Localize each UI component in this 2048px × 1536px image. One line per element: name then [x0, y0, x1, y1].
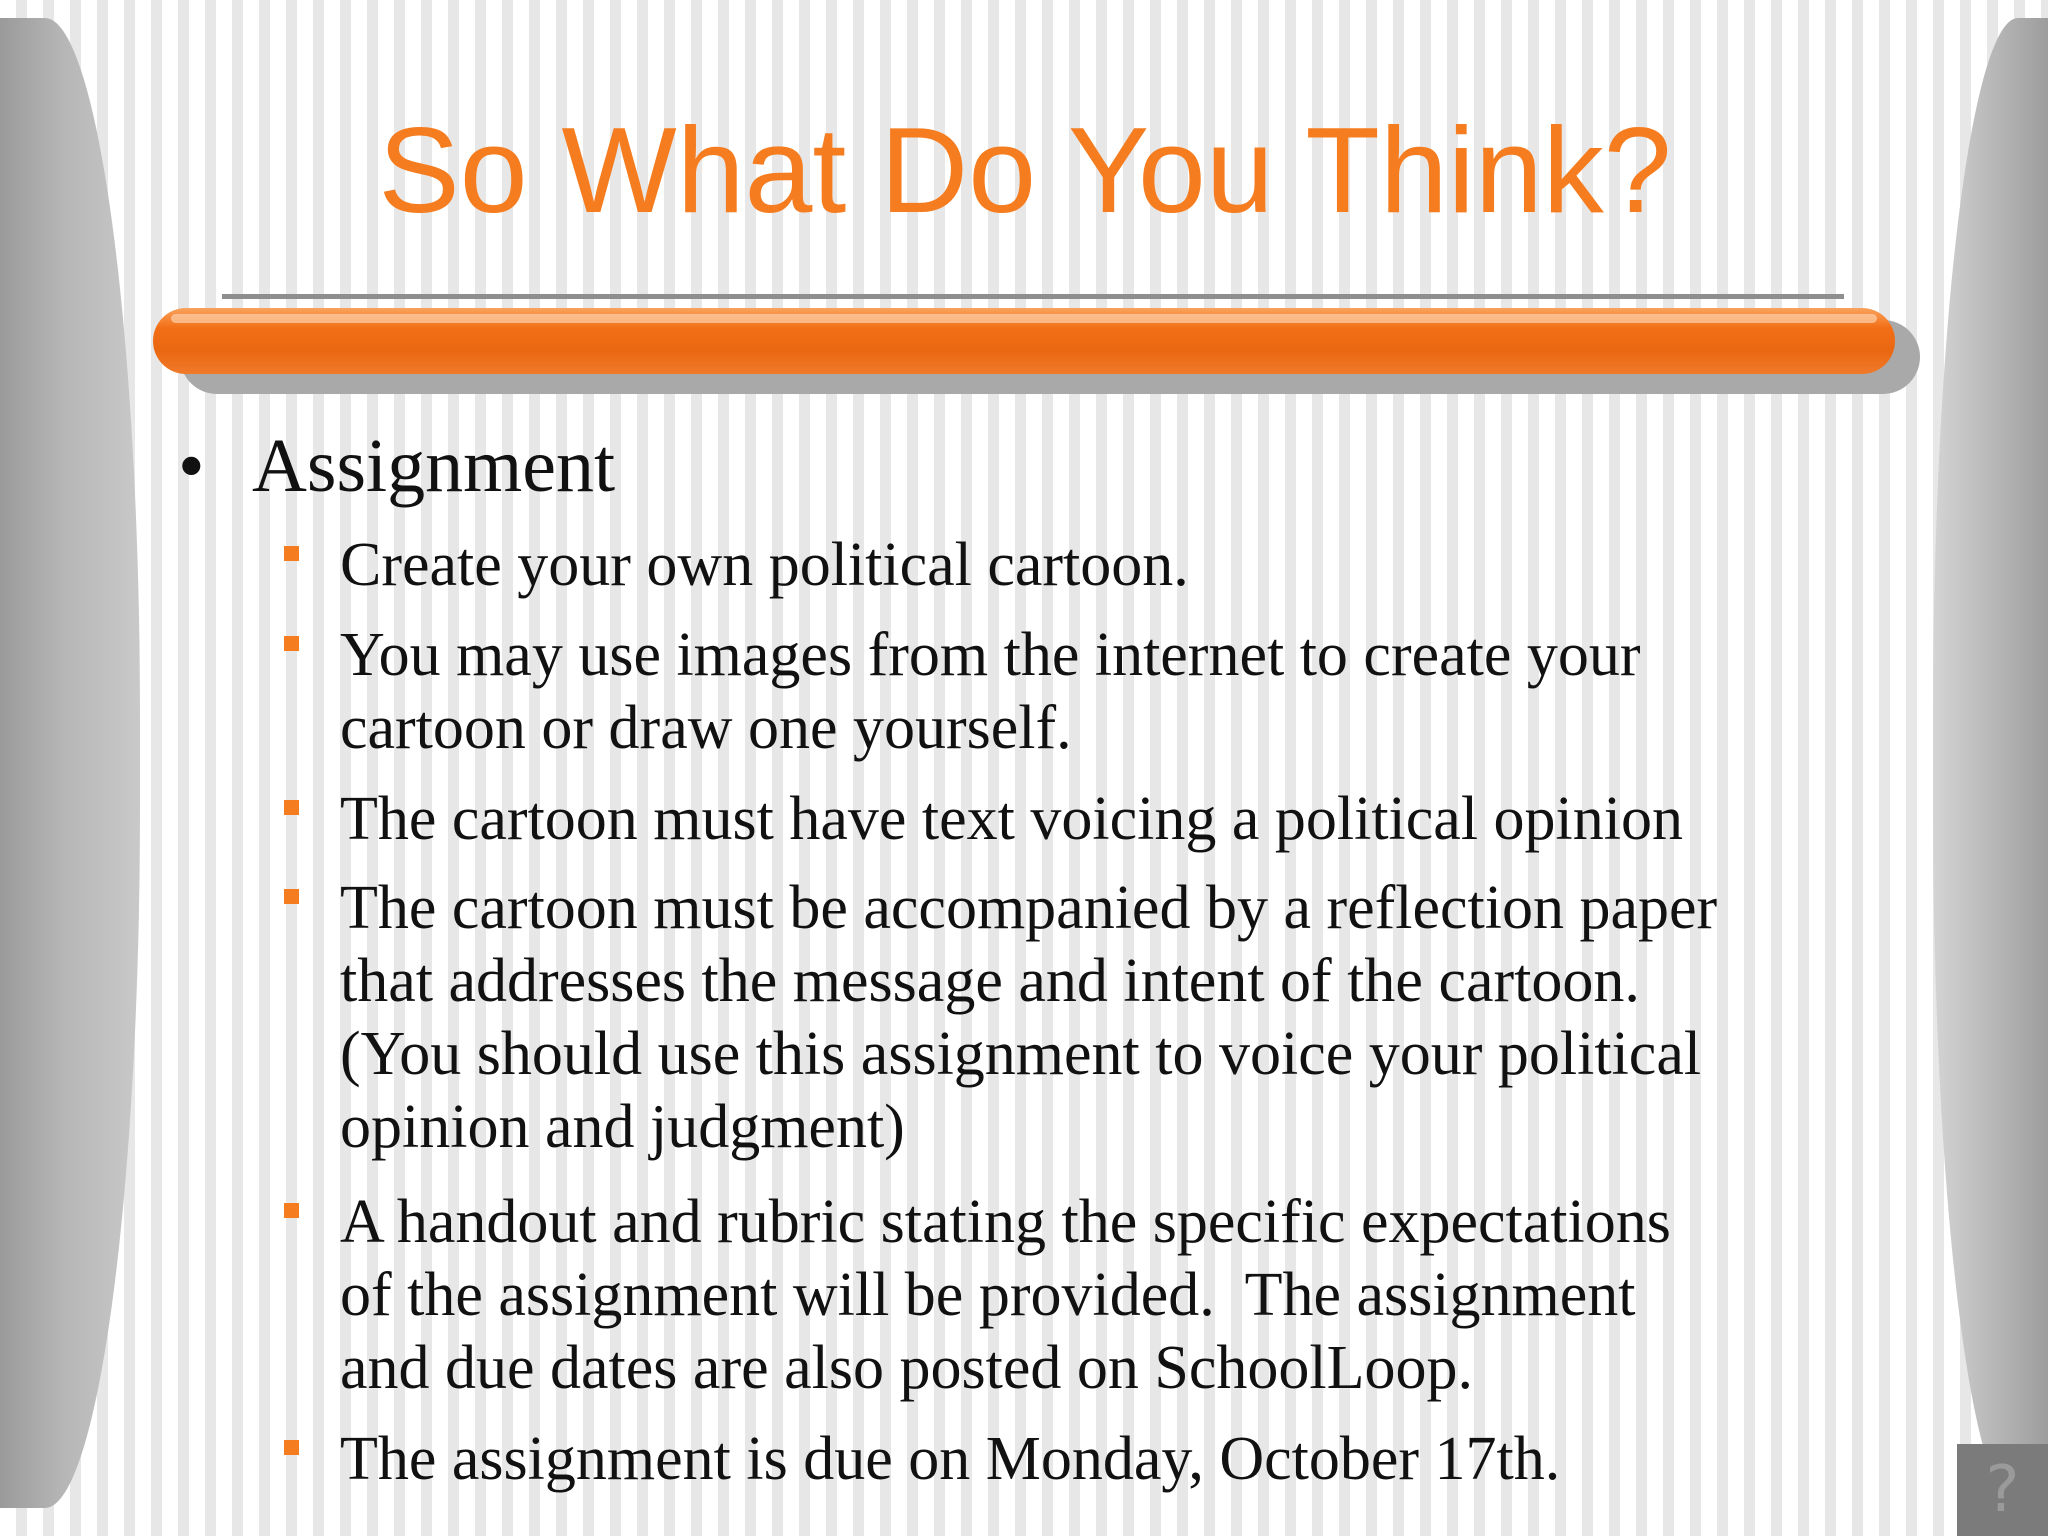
bullet-label: Assignment [252, 424, 616, 508]
sub-bullet-line: The assignment is due on Monday, October 17th. [340, 1425, 1561, 1493]
title-bar [153, 308, 1895, 374]
right-pillar-decoration [1933, 18, 2048, 1508]
sub-bullet-line: and due dates are also posted on SchoolLoop. [340, 1334, 1473, 1402]
bullet-square-icon [284, 800, 299, 815]
sub-bullet-line: that addresses the message and intent of the cartoon. [340, 947, 1640, 1015]
bullet-square-icon [284, 889, 299, 904]
sub-bullet-line: opinion and judgment) [340, 1093, 905, 1161]
sub-bullet-line: The cartoon must have text voicing a political opinion [340, 785, 1683, 853]
bullet-square-icon [284, 1203, 299, 1218]
bullet-square-icon [284, 546, 299, 561]
sub-bullet-line: (You should use this assignment to voice your political [340, 1020, 1702, 1088]
help-button[interactable] [1957, 1444, 2048, 1536]
bullet-square-icon [284, 1440, 299, 1455]
question-mark-icon: ? [1985, 1453, 2020, 1527]
title-rule [222, 294, 1844, 299]
bullet-dot: • [178, 424, 205, 508]
slide-title: So What Do You Think? [378, 102, 1672, 238]
sub-bullet-line: of the assignment will be provided. The assignment [340, 1261, 1636, 1329]
bullet-square-icon [284, 636, 299, 651]
left-pillar-decoration [0, 18, 140, 1508]
sub-bullet-line: Create your own political cartoon. [340, 531, 1189, 599]
sub-bullet-line: A handout and rubric stating the specific expectations [340, 1188, 1671, 1256]
sub-bullet-line: You may use images from the internet to create your [340, 621, 1641, 689]
sub-bullet-line: The cartoon must be accompanied by a reflection paper [340, 874, 1718, 942]
sub-bullet-line: cartoon or draw one yourself. [340, 694, 1072, 762]
